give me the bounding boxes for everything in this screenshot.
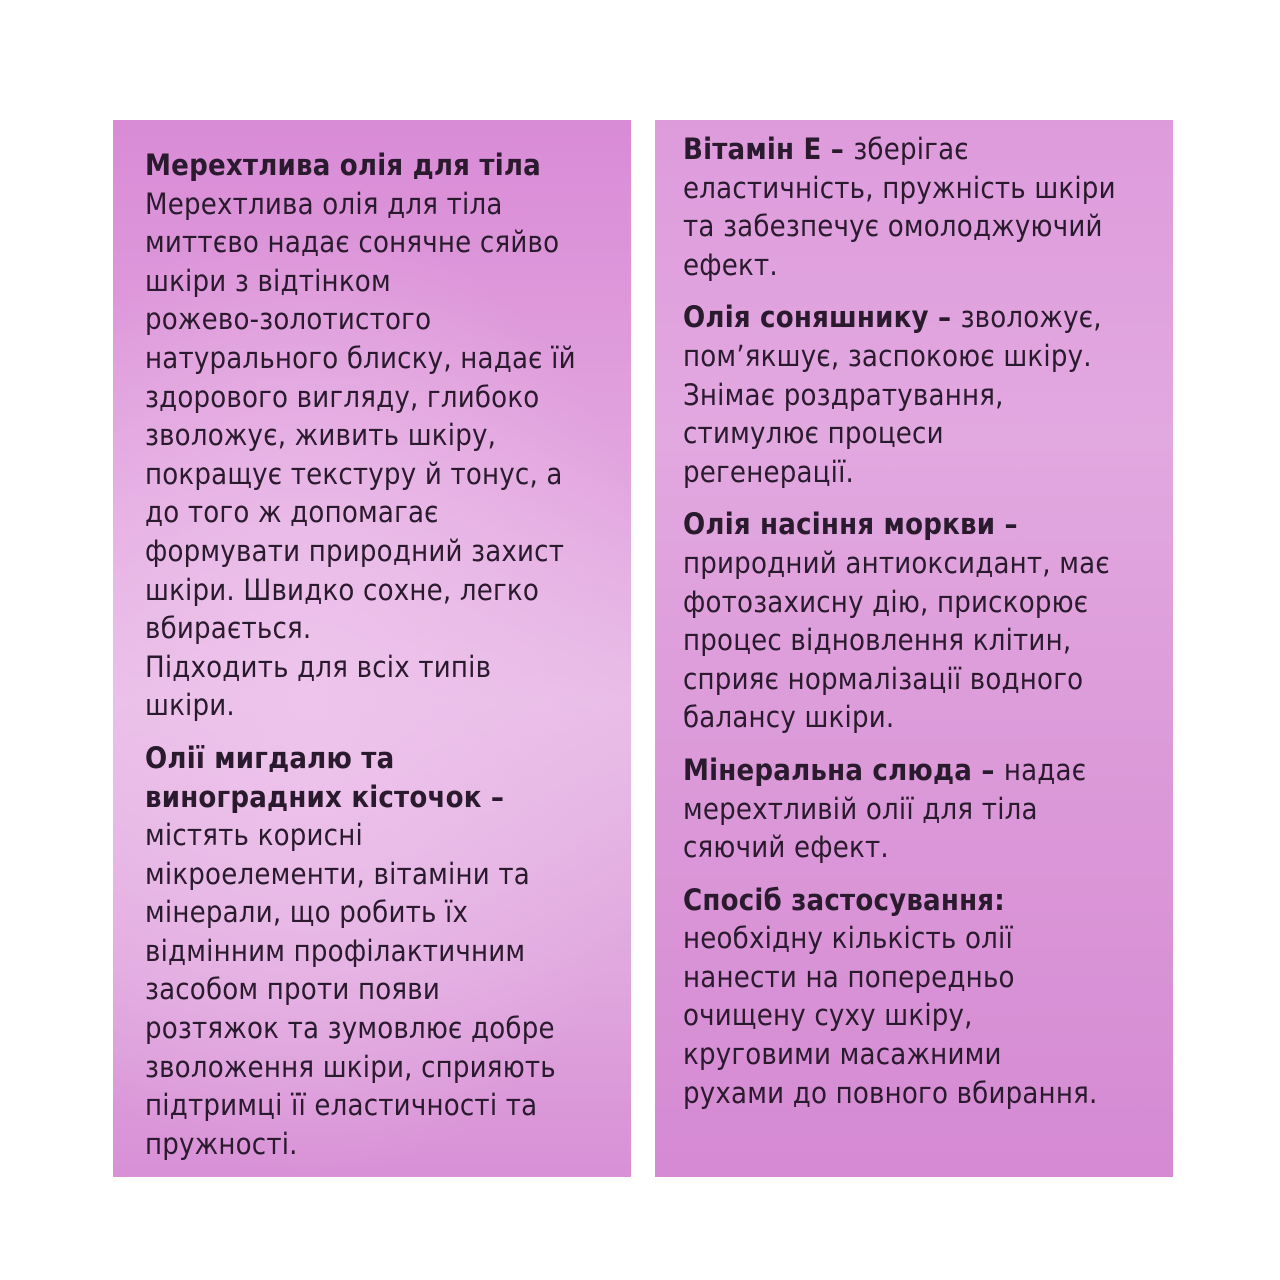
text-line (683, 698, 1153, 737)
text-segment: мікроелементи, вітаміни та (145, 856, 530, 891)
text-segment: засобом проти появи (145, 972, 441, 1007)
text-line (683, 414, 1153, 453)
text-segment: пружності. (145, 1126, 298, 1161)
text-segment: сяючий ефект. (683, 830, 889, 865)
text-segment: покращує текстуру й тонус, а (145, 456, 563, 491)
text-line (683, 751, 1153, 790)
text-line (145, 816, 611, 855)
text-block (683, 881, 1153, 1113)
text-segment: зволоження шкіри, сприяють (145, 1049, 556, 1084)
text-block (683, 298, 1153, 491)
text-line (683, 207, 1153, 246)
text-line (145, 739, 611, 778)
text-segment: містять корисні (145, 818, 363, 853)
text-line (145, 378, 611, 417)
text-line (683, 881, 1153, 920)
text-segment: ефект. (683, 247, 778, 282)
text-line (683, 621, 1153, 660)
text-segment: мінерали, що робить їх (145, 895, 469, 930)
text-line (145, 185, 611, 224)
bold-text-segment: Олія насіння моркви – (683, 507, 1018, 542)
text-segment: нанести на попередньо (683, 959, 1015, 994)
text-block (683, 130, 1153, 284)
text-segment: рухами до повного вбирання. (683, 1075, 1098, 1110)
text-block (683, 751, 1153, 867)
text-segment: фотозахисну дію, прискорює (683, 584, 1089, 619)
text-line (683, 1035, 1153, 1074)
bold-text-segment: Олія соняшнику – (683, 300, 961, 335)
text-line (683, 453, 1153, 492)
bold-text-segment: Вітамін Е – (683, 132, 854, 166)
text-line (145, 778, 611, 817)
text-line (683, 298, 1153, 337)
text-line (683, 790, 1153, 829)
text-line (145, 493, 611, 532)
text-segment: до того ж допомагає (145, 495, 439, 530)
text-segment: Підходить для всіх типів (145, 649, 492, 684)
text-line (683, 544, 1153, 583)
text-line (683, 996, 1153, 1035)
text-line (683, 828, 1153, 867)
text-segment: шкіри. (145, 688, 235, 723)
text-line (683, 958, 1153, 997)
text-segment: процес відновлення клітин, (683, 623, 1072, 658)
text-segment: Знімає роздратування, (683, 377, 1004, 412)
text-segment: сприяє нормалізації водного (683, 661, 1084, 696)
text-line (145, 855, 611, 894)
bold-text-segment: Мінеральна слюда – (683, 752, 1004, 787)
text-line (145, 648, 611, 687)
text-line (683, 660, 1153, 699)
text-block (145, 739, 611, 1164)
text-segment: та забезпечує омолоджуючий (683, 209, 1103, 244)
text-line (683, 169, 1153, 208)
text-line (683, 337, 1153, 376)
text-segment: здорового вигляду, глибоко (145, 379, 540, 414)
text-segment: круговими масажними (683, 1037, 1002, 1072)
text-line (145, 970, 611, 1009)
text-segment: натурального блиску, надає їй (145, 340, 576, 375)
text-segment: формувати природний захист (145, 533, 565, 568)
text-line (683, 376, 1153, 415)
text-line (145, 893, 611, 932)
text-line (145, 1086, 611, 1125)
text-segment: балансу шкіри. (683, 700, 895, 735)
text-segment: вбирається. (145, 611, 312, 646)
text-line (683, 130, 1153, 169)
text-segment: еластичність, пружність шкіри (683, 170, 1116, 205)
text-segment: зберігає (853, 132, 969, 166)
text-segment: пом’якшує, заспокоює шкіру. (683, 338, 1092, 373)
text-segment: відмінним профілактичним (145, 933, 526, 968)
text-line (145, 339, 611, 378)
text-line (145, 1125, 611, 1164)
text-segment: стимулює процеси (683, 416, 944, 451)
text-line (145, 146, 611, 185)
left-text-panel (113, 120, 631, 1177)
bold-text-segment: виноградних кісточок – (145, 779, 505, 814)
text-line (145, 686, 611, 725)
text-segment: Мерехтлива олія для тіла (145, 186, 503, 221)
text-line (145, 1009, 611, 1048)
text-segment: рожево-золотистого (145, 302, 432, 337)
text-segment: шкіри. Швидко сохне, легко (145, 572, 540, 607)
bold-text-segment: Мерехтлива олія для тіла (145, 148, 541, 182)
text-line (683, 1074, 1153, 1113)
text-block (683, 505, 1153, 737)
text-line (145, 455, 611, 494)
text-segment: підтримці її еластичності та (145, 1088, 538, 1123)
text-line (145, 532, 611, 571)
text-line (145, 932, 611, 971)
text-line (145, 262, 611, 301)
text-segment: миттєво надає сонячне сяйво (145, 225, 560, 260)
text-line (145, 1048, 611, 1087)
text-line (683, 505, 1153, 544)
text-segment: очищену суху шкіру, (683, 998, 973, 1033)
text-line (683, 919, 1153, 958)
bold-text-segment: Олії мигдалю та (145, 740, 395, 775)
text-segment: природний антиоксидант, має (683, 545, 1110, 580)
text-line (145, 416, 611, 455)
text-line (683, 246, 1153, 285)
text-segment: необхідну кількість олії (683, 921, 1013, 956)
text-segment: мерехтливій олії для тіла (683, 791, 1038, 826)
text-segment: регенерації. (683, 454, 855, 489)
text-line (145, 223, 611, 262)
text-line (683, 583, 1153, 622)
text-segment: надає (1003, 752, 1087, 787)
text-segment: зволожує, (960, 300, 1102, 335)
text-line (145, 609, 611, 648)
text-segment: шкіри з відтінком (145, 263, 391, 298)
right-text-panel (655, 120, 1173, 1177)
text-segment: розтяжок та зумовлює добре (145, 1011, 555, 1046)
bold-text-segment: Спосіб застосування: (683, 882, 1005, 917)
text-line (145, 571, 611, 610)
text-line (145, 300, 611, 339)
text-block (145, 146, 611, 725)
text-segment: зволожує, живить шкіру, (145, 418, 497, 453)
